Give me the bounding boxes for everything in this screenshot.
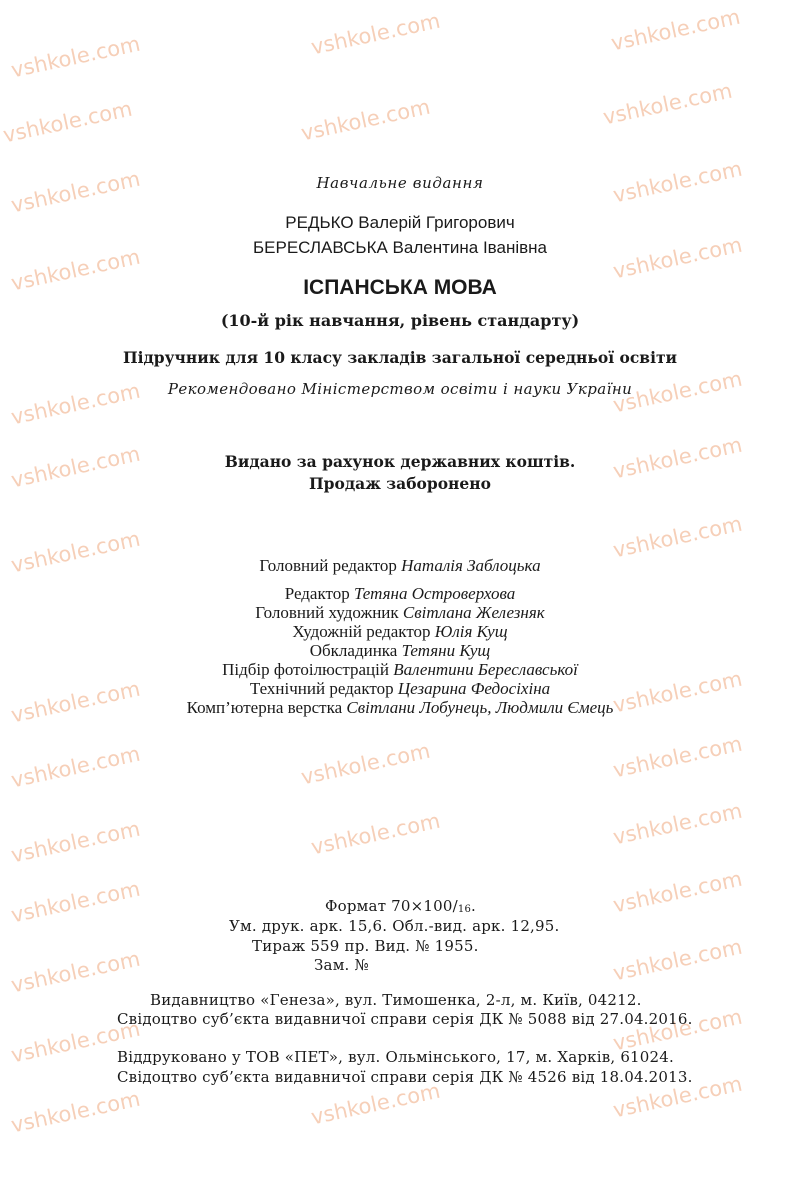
credit-name: Тетяна Островерхова (353, 584, 516, 603)
book-description: Підручник для 10 класу закладів загальної середньої освіти (122, 348, 678, 367)
watermark: vshkole.com (8, 676, 143, 728)
author-line: БЕРЕСЛАВСЬКА Валентина Іванівна (252, 238, 547, 257)
credit-role: Обкладинка (309, 641, 398, 660)
credit-name: Валентини Береславської (393, 660, 578, 679)
watermark: vshkole.com (8, 946, 143, 998)
watermark: vshkole.com (8, 526, 143, 578)
watermark: vshkole.com (8, 378, 143, 430)
watermark: vshkole.com (308, 8, 443, 60)
credit-line (0, 641, 800, 661)
credit-role: Комп’ютерна верстка (186, 698, 343, 717)
watermark: vshkole.com (610, 666, 745, 718)
watermark: vshkole.com (600, 78, 735, 130)
watermark: vshkole.com (610, 1004, 745, 1056)
format-end: . (471, 897, 476, 915)
credit-name: Світлана Железняк (402, 603, 545, 622)
format-fraction: 16 (457, 904, 472, 915)
watermark: vshkole.com (610, 432, 745, 484)
watermark: vshkole.com (8, 31, 143, 83)
credit-line (0, 584, 800, 604)
credit-line (0, 698, 800, 718)
publisher-line: Видавництво «Генеза», вул. Тимошенка, 2-л, м. Київ, 04212. (150, 991, 642, 1009)
credit-line (0, 556, 800, 576)
watermark: vshkole.com (308, 808, 443, 860)
watermark: vshkole.com (8, 441, 143, 493)
credit-name: Наталія Заблоцька (401, 556, 541, 575)
watermark: vshkole.com (298, 94, 433, 146)
watermark: vshkole.com (610, 156, 745, 208)
watermark: vshkole.com (610, 232, 745, 284)
watermark: vshkole.com (8, 1016, 143, 1068)
watermark: vshkole.com (8, 816, 143, 868)
book-subtitle: (10-й рік навчання, рівень стандарту) (220, 311, 580, 330)
credit-role: Редактор (284, 584, 350, 603)
watermark: vshkole.com (610, 366, 745, 418)
watermark: vshkole.com (610, 731, 745, 783)
credit-name: Цезарина Федосіхіна (397, 679, 551, 698)
credit-role: Технічний редактор (249, 679, 394, 698)
format-label: Формат 70×100/ (325, 897, 458, 915)
imprint-print-run: Тираж 559 пр. Вид. № 1955. (252, 937, 479, 955)
credit-line (0, 660, 800, 680)
watermark: vshkole.com (8, 244, 143, 296)
edition-type: Навчальне видання (316, 174, 484, 192)
credit-name: Світлани Лобунець, Людмили Ємець (346, 698, 614, 717)
credit-line (0, 603, 800, 623)
imprint-format (325, 897, 476, 915)
credit-role: Головний художник (255, 603, 399, 622)
watermark: vshkole.com (8, 1086, 143, 1138)
credit-role: Художній редактор (292, 622, 431, 641)
credit-role: Головний редактор (259, 556, 397, 575)
watermark: vshkole.com (610, 866, 745, 918)
watermark: vshkole.com (298, 738, 433, 790)
author-line: РЕДЬКО Валерій Григорович (285, 213, 515, 232)
watermark: vshkole.com (0, 96, 135, 148)
printer-line: Свідоцтво суб’єкта видавничої справи серія ДК № 4526 від 18.04.2013. (117, 1068, 693, 1086)
sale-prohibited-notice: Продаж заборонено (309, 474, 491, 493)
watermark: vshkole.com (610, 798, 745, 850)
watermark: vshkole.com (610, 511, 745, 563)
watermark: vshkole.com (8, 876, 143, 928)
watermark: vshkole.com (608, 4, 743, 56)
credit-name: Тетяни Кущ (401, 641, 491, 660)
watermark: vshkole.com (8, 166, 143, 218)
credit-line (0, 679, 800, 699)
credit-line (0, 622, 800, 642)
watermark: vshkole.com (610, 934, 745, 986)
watermark: vshkole.com (610, 1071, 745, 1123)
watermark: vshkole.com (308, 1078, 443, 1130)
publisher-line: Свідоцтво суб’єкта видавничої справи серія ДК № 5088 від 27.04.2016. (117, 1010, 693, 1028)
imprint-order: Зам. № (314, 956, 369, 974)
book-title: ІСПАНСЬКА МОВА (303, 276, 497, 299)
watermark: vshkole.com (8, 741, 143, 793)
state-funded-notice: Видано за рахунок державних коштів. (224, 452, 576, 471)
recommendation: Рекомендовано Міністерством освіти і науки України (167, 380, 633, 398)
printer-line: Віддруковано у ТОВ «ПЕТ», вул. Ольмінського, 17, м. Харків, 61024. (117, 1048, 675, 1066)
credit-role: Підбір фотоілюстрацій (222, 660, 389, 679)
credit-name: Юлія Кущ (434, 622, 508, 641)
imprint-sheets: Ум. друк. арк. 15,6. Обл.-вид. арк. 12,95. (229, 917, 560, 935)
